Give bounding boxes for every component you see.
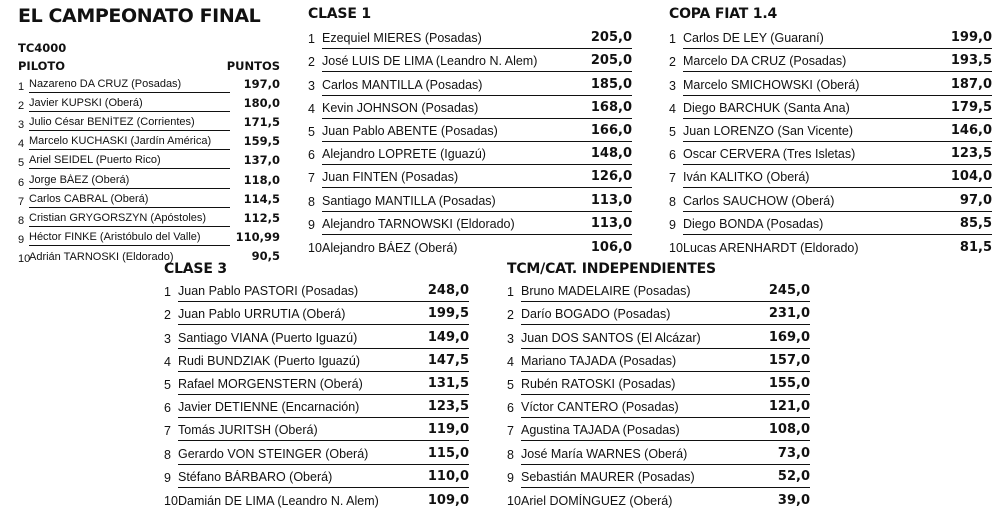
points-value: 137,0 <box>243 153 280 168</box>
position-number: 4 <box>669 101 676 116</box>
points-value: 109,0 <box>427 492 469 508</box>
driver-name: Santiago VIANA (Puerto Iguazú) <box>178 331 428 349</box>
position-number: 8 <box>669 194 676 209</box>
driver-name: Nazareno DA CRUZ (Posadas) <box>29 78 230 93</box>
points-value: 97,0 <box>960 193 992 212</box>
driver-name: Agustina TAJADA (Posadas) <box>521 423 769 441</box>
position-number: 1 <box>308 32 315 47</box>
points-value: 171,5 <box>243 115 280 130</box>
driver-name: José LUIS DE LIMA (Leandro N. Alem) <box>322 54 591 72</box>
table-row <box>164 441 469 464</box>
driver-name: Ariel DOMÍNGUEZ (Oberá) <box>521 493 673 508</box>
position-number: 2 <box>18 100 25 113</box>
driver-name: Julio César BENÍTEZ (Corrientes) <box>29 116 230 131</box>
position-number: 1 <box>164 285 171 300</box>
points-value: 123,5 <box>951 146 992 165</box>
position-number: 7 <box>18 195 25 208</box>
driver-name: Marcelo DA CRUZ (Posadas) <box>683 54 951 72</box>
driver-name: Iván KALITKO (Oberá) <box>683 170 951 188</box>
position-number: 10 <box>669 240 683 255</box>
table-row <box>669 142 992 165</box>
position-number: 3 <box>308 78 315 93</box>
points-value: 179,5 <box>951 100 992 119</box>
points-value: 197,0 <box>243 77 280 92</box>
driver-name: Juan LORENZO (San Vicente) <box>683 124 951 142</box>
driver-name: Marcelo KUCHASKI (Jardín América) <box>29 135 230 150</box>
driver-name: Lucas ARENHARDT (Eldorado) <box>683 240 859 255</box>
position-number: 1 <box>507 285 514 300</box>
clase3-rows <box>164 279 469 511</box>
position-number: 4 <box>18 138 25 151</box>
tc4000-header-row <box>18 58 280 74</box>
tcm-table <box>507 260 810 511</box>
driver-name: Carlos SAUCHOW (Oberá) <box>683 194 960 212</box>
table-row <box>164 395 469 418</box>
points-value: 159,5 <box>243 134 280 149</box>
points-column-header: PUNTOS <box>226 59 280 73</box>
points-value: 169,0 <box>769 330 810 349</box>
driver-name: Juan FINTEN (Posadas) <box>322 170 591 188</box>
points-value: 199,0 <box>951 30 992 49</box>
table-row <box>18 189 280 208</box>
points-value: 90,5 <box>251 248 280 263</box>
position-number: 7 <box>164 424 171 439</box>
clase1-title: CLASE 1 <box>308 6 371 22</box>
table-row <box>507 418 810 441</box>
position-number: 4 <box>164 354 171 369</box>
table-row <box>308 188 632 211</box>
points-value: 113,0 <box>591 216 632 235</box>
table-row <box>507 395 810 418</box>
table-row <box>507 372 810 395</box>
table-row <box>164 418 469 441</box>
points-value: 112,5 <box>243 210 280 225</box>
points-value: 187,0 <box>951 77 992 96</box>
clase3-title: CLASE 3 <box>164 261 227 277</box>
position-number: 3 <box>18 119 25 132</box>
driver-name: Javier DETIENNE (Encarnación) <box>178 400 428 418</box>
points-value: 85,5 <box>960 216 992 235</box>
driver-name: Diego BONDA (Posadas) <box>683 217 960 235</box>
points-value: 205,0 <box>591 53 632 72</box>
points-value: 199,5 <box>428 306 469 325</box>
copa-fiat-rows <box>669 26 992 258</box>
points-value: 146,0 <box>951 123 992 142</box>
driver-name: Adrián TARNOSKI (Eldorado) <box>29 250 174 263</box>
driver-name: Alejandro BÁEZ (Oberá) <box>322 240 458 255</box>
driver-name: Javier KUPSKI (Oberá) <box>29 97 230 112</box>
position-number: 2 <box>164 308 171 323</box>
points-value: 118,0 <box>243 172 280 187</box>
points-value: 73,0 <box>778 446 810 465</box>
table-row <box>18 112 280 131</box>
driver-name: Juan Pablo PASTORI (Posadas) <box>178 284 428 302</box>
position-number: 5 <box>164 377 171 392</box>
tcm-rows <box>507 279 810 511</box>
position-number: 1 <box>669 32 676 47</box>
table-row <box>164 325 469 348</box>
driver-name: Cristian GRYGORSZYN (Apóstoles) <box>29 212 230 227</box>
points-value: 131,5 <box>428 376 469 395</box>
table-row <box>18 169 280 188</box>
table-row <box>164 279 469 302</box>
position-number: 2 <box>308 55 315 70</box>
driver-name: Juan DOS SANTOS (El Alcázar) <box>521 331 769 349</box>
table-row <box>18 74 280 93</box>
position-number: 9 <box>18 233 25 246</box>
table-row <box>669 49 992 72</box>
points-value: 148,0 <box>591 146 632 165</box>
position-number: 1 <box>18 81 25 94</box>
table-row <box>507 302 810 325</box>
points-value: 185,0 <box>591 77 632 96</box>
position-number: 2 <box>507 308 514 323</box>
position-number: 5 <box>308 124 315 139</box>
position-number: 5 <box>669 124 676 139</box>
table-row <box>308 26 632 49</box>
points-value: 39,0 <box>777 492 810 508</box>
table-row <box>507 349 810 372</box>
position-number: 8 <box>18 214 25 227</box>
driver-name: Víctor CANTERO (Posadas) <box>521 400 769 418</box>
points-value: 149,0 <box>428 330 469 349</box>
position-number: 8 <box>308 194 315 209</box>
driver-name: Carlos MANTILLA (Posadas) <box>322 78 591 96</box>
driver-name: José María WARNES (Oberá) <box>521 447 778 465</box>
points-value: 168,0 <box>591 100 632 119</box>
clase1-table <box>308 5 632 258</box>
table-row <box>308 96 632 119</box>
driver-name: Alejandro LOPRETE (Iguazú) <box>322 147 591 165</box>
driver-name: Mariano TAJADA (Posadas) <box>521 354 769 372</box>
driver-name: Carlos CABRAL (Oberá) <box>29 193 230 208</box>
driver-name: Rafael MORGENSTERN (Oberá) <box>178 377 428 395</box>
driver-name: Bruno MADELAIRE (Posadas) <box>521 284 769 302</box>
points-value: 166,0 <box>591 123 632 142</box>
position-number: 8 <box>164 447 171 462</box>
points-value: 52,0 <box>778 469 810 488</box>
tcm-title: TCM/CAT. INDEPENDIENTES <box>507 261 716 277</box>
table-row <box>669 188 992 211</box>
copa-fiat-title: COPA FIAT 1.4 <box>669 6 778 22</box>
points-value: 110,99 <box>235 229 280 244</box>
points-value: 180,0 <box>243 96 280 111</box>
table-row <box>18 131 280 150</box>
position-number: 3 <box>164 331 171 346</box>
position-number: 7 <box>669 171 676 186</box>
tc4000-table <box>18 5 280 265</box>
driver-name: Sebastián MAURER (Posadas) <box>521 470 778 488</box>
driver-name: Diego BARCHUK (Santa Ana) <box>683 101 951 119</box>
tc4000-title: TC4000 <box>18 41 67 55</box>
clase1-rows <box>308 26 632 258</box>
position-number: 7 <box>308 171 315 186</box>
driver-name: Santiago MANTILLA (Posadas) <box>322 194 591 212</box>
table-row <box>669 165 992 188</box>
points-value: 123,5 <box>428 399 469 418</box>
table-row <box>308 235 632 258</box>
table-row <box>507 325 810 348</box>
table-row <box>18 93 280 112</box>
position-number: 8 <box>507 447 514 462</box>
driver-name: Alejandro TARNOWSKI (Eldorado) <box>322 217 591 235</box>
position-number: 6 <box>164 401 171 416</box>
points-value: 81,5 <box>959 239 992 255</box>
table-row <box>164 488 469 511</box>
driver-name: Stéfano BÁRBARO (Oberá) <box>178 470 428 488</box>
driver-name: Darío BOGADO (Posadas) <box>521 307 769 325</box>
position-number: 6 <box>669 148 676 163</box>
clase3-table <box>164 260 469 511</box>
position-number: 9 <box>507 470 514 485</box>
table-row <box>507 488 810 511</box>
points-value: 157,0 <box>769 353 810 372</box>
points-value: 110,0 <box>428 469 469 488</box>
driver-name: Juan Pablo URRUTIA (Oberá) <box>178 307 428 325</box>
points-value: 115,0 <box>428 446 469 465</box>
table-row <box>308 72 632 95</box>
table-row <box>507 465 810 488</box>
table-row <box>164 349 469 372</box>
position-number: 6 <box>18 176 25 189</box>
driver-name: Gerardo VON STEINGER (Oberá) <box>178 447 428 465</box>
position-number: 10 <box>18 252 31 265</box>
position-number: 9 <box>308 217 315 232</box>
table-row <box>308 119 632 142</box>
driver-name: Rubén RATOSKI (Posadas) <box>521 377 769 395</box>
position-number: 10 <box>308 240 322 255</box>
page-title: EL CAMPEONATO FINAL <box>18 5 261 27</box>
table-row <box>164 465 469 488</box>
points-value: 121,0 <box>769 399 810 418</box>
table-row <box>669 26 992 49</box>
points-value: 147,5 <box>428 353 469 372</box>
position-number: 4 <box>507 354 514 369</box>
table-row <box>669 235 992 258</box>
table-row <box>18 150 280 169</box>
points-value: 205,0 <box>591 30 632 49</box>
table-row <box>669 119 992 142</box>
driver-name: Oscar CERVERA (Tres Isletas) <box>683 147 951 165</box>
driver-name: Tomás JURITSH (Oberá) <box>178 423 428 441</box>
position-number: 3 <box>507 331 514 346</box>
tc4000-rows <box>18 74 280 265</box>
driver-name: Héctor FINKE (Aristóbulo del Valle) <box>29 231 230 246</box>
copa-fiat-table <box>669 5 992 258</box>
points-value: 119,0 <box>428 422 469 441</box>
position-number: 10 <box>164 493 178 508</box>
position-number: 9 <box>669 217 676 232</box>
table-row <box>669 72 992 95</box>
points-value: 245,0 <box>769 283 810 302</box>
position-number: 2 <box>669 55 676 70</box>
points-value: 114,5 <box>243 191 280 206</box>
driver-name: Damián DE LIMA (Leandro N. Alem) <box>178 493 379 508</box>
points-value: 231,0 <box>769 306 810 325</box>
position-number: 10 <box>507 493 521 508</box>
position-number: 9 <box>164 470 171 485</box>
table-row <box>164 302 469 325</box>
points-value: 155,0 <box>769 376 810 395</box>
position-number: 5 <box>507 377 514 392</box>
table-row <box>308 142 632 165</box>
points-value: 108,0 <box>769 422 810 441</box>
position-number: 6 <box>507 401 514 416</box>
points-value: 248,0 <box>428 283 469 302</box>
position-number: 7 <box>507 424 514 439</box>
driver-name: Marcelo SMICHOWSKI (Oberá) <box>683 78 951 96</box>
position-number: 3 <box>669 78 676 93</box>
points-value: 104,0 <box>951 169 992 188</box>
table-row <box>669 96 992 119</box>
table-row <box>308 165 632 188</box>
driver-name: Jorge BÁEZ (Oberá) <box>29 174 230 189</box>
driver-name: Kevin JOHNSON (Posadas) <box>322 101 591 119</box>
points-value: 126,0 <box>591 169 632 188</box>
points-value: 113,0 <box>591 193 632 212</box>
driver-name: Carlos DE LEY (Guaraní) <box>683 31 951 49</box>
driver-name: Juan Pablo ABENTE (Posadas) <box>322 124 591 142</box>
table-row <box>18 227 280 246</box>
table-row <box>507 279 810 302</box>
table-row <box>18 208 280 227</box>
table-row <box>164 372 469 395</box>
driver-name: Ezequiel MIERES (Posadas) <box>322 31 591 49</box>
table-row <box>669 212 992 235</box>
table-row <box>507 441 810 464</box>
points-value: 193,5 <box>951 53 992 72</box>
driver-name: Rudi BUNDZIAK (Puerto Iguazú) <box>178 354 428 372</box>
position-number: 4 <box>308 101 315 116</box>
driver-column-header: PILOTO <box>18 59 66 73</box>
driver-name: Ariel SEIDEL (Puerto Rico) <box>29 154 230 169</box>
table-row <box>308 212 632 235</box>
table-row <box>308 49 632 72</box>
points-value: 106,0 <box>590 239 632 255</box>
position-number: 5 <box>18 157 25 170</box>
position-number: 6 <box>308 148 315 163</box>
